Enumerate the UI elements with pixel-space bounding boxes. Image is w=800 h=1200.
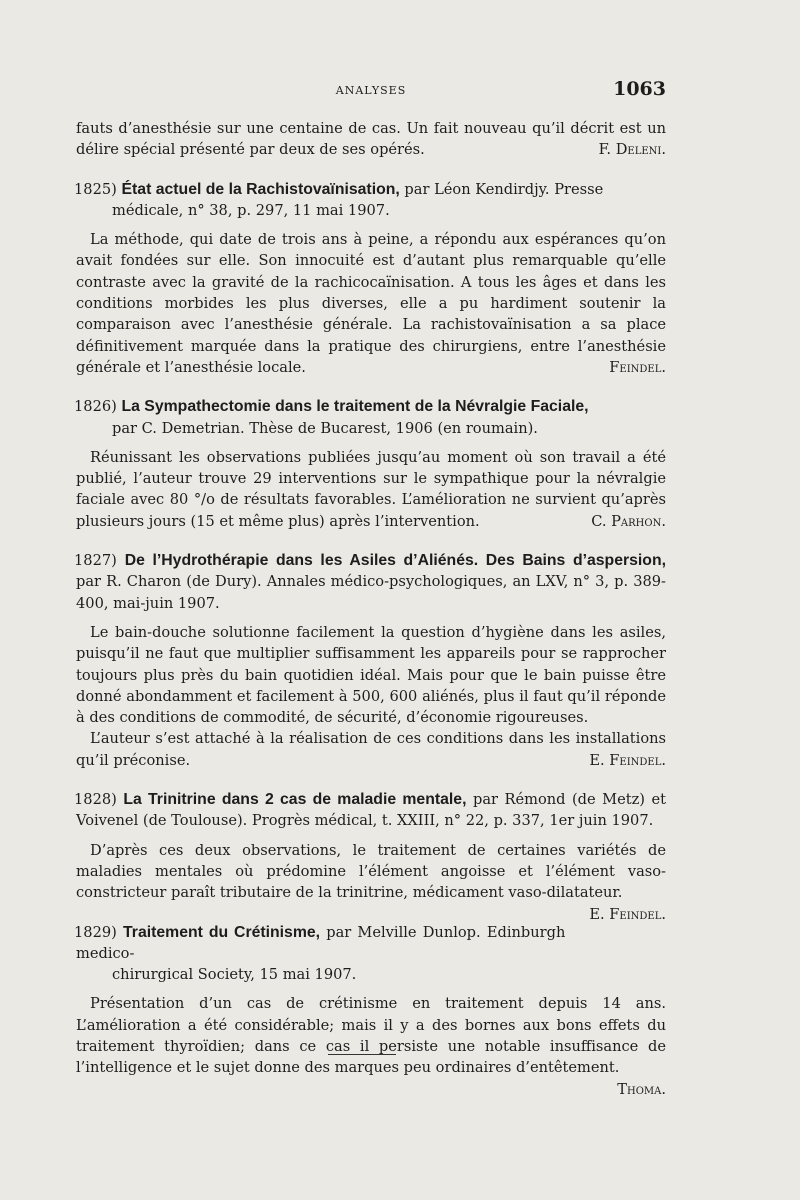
entry-reference: par R. Charon (de Dury). Annales médico-psychologiques, an LXV, n° 3, p. 389-400, mai-juin 1907. (76, 573, 666, 612)
entry-number: 1828) (74, 791, 117, 809)
entry-paragraph (76, 447, 666, 532)
entry-title: De l’Hydrothérapie dans les Asiles d’Aliénés. Des Bains d’aspersion, (124, 552, 666, 570)
entry-number: 1825) (74, 180, 117, 198)
abstract-entry-1828 (74, 789, 666, 923)
entry-heading (76, 922, 666, 986)
entry-reference: par Melville Dunlop. Edinburgh medico- (76, 923, 566, 962)
entry-number: 1826) (74, 398, 117, 416)
entry-body (76, 622, 666, 771)
entry-paragraph-text: L’auteur s’est attaché à la réalisation de ces conditions dans les installations qu’il préconise. (76, 730, 666, 769)
entry-number: 1827) (74, 552, 117, 570)
entry-reference: par Rémond (de Metz) et Voivenel (de Toulouse). Progrès médical, t. XXIII, n° 22, p. 337, 1er juin 1907. (76, 791, 666, 830)
entry-signature: Thoma. (617, 1080, 666, 1098)
entry-paragraph (76, 840, 666, 923)
entry-signature: E. Feindel. (589, 751, 666, 769)
running-title: ANALYSES (335, 84, 407, 97)
entry-number: 1829) (74, 923, 117, 941)
intro-text: fauts d’anesthésie sur une centaine de cas. Un fait nouveau qu’il décrit est un délire spécial présenté par deux de ses opérés. (76, 120, 666, 159)
entry-body (76, 840, 666, 923)
entry-title: La Sympathectomie dans le traitement de la Névralgie Faciale, (121, 398, 589, 416)
entry-paragraph (76, 728, 666, 771)
entry-paragraph (76, 622, 666, 728)
intro-paragraph (76, 118, 666, 161)
end-rule (328, 1054, 396, 1055)
page-number: 1063 (613, 78, 666, 100)
entry-paragraph-text: Réunissant les observations publiées jusqu’au moment où son travail a été publié, l’auteur trouve 29 interventions sur le sympathique pour la névralgie faciale avec 80 °/o de résultats favorables. L’amélioration ne survient qu’après plusieurs jours (15 et même plus) après l’intervention. (76, 448, 666, 530)
intro-signature: F. Deleni. (598, 141, 666, 159)
entry-reference-continued: chirurgical Society, 15 mai 1907. (112, 966, 357, 984)
entry-signature: C. Parhon. (591, 512, 666, 530)
entry-heading (76, 789, 666, 832)
entry-paragraph (76, 993, 666, 1098)
entry-heading (76, 396, 666, 439)
entry-paragraph-text: La méthode, qui date de trois ans à peine, a répondu aux espérances qu’on avait fondées sur elle. Son innocuité est d’autant plus remarquable qu’elle contraste avec la gravité de la rachicocaïnisation. A tous les âges et dans les conditions morbides les plus diverses, elle a pu hardiment soutenir la comparaison avec l’anesthésie générale. La rachistovaïnisation a sa place définitivement marquée dans la pratique des chirurgiens, entre l’anesthésie générale et l’anesthésie locale. (76, 231, 666, 376)
abstract-entry-1825 (76, 179, 666, 379)
entry-paragraph-text: D’après ces deux observations, le traitement de certaines variétés de maladies mentales où prédomine l’élément angoisse et l’élément vaso-constricteur paraît tributaire de la trinitrine, médicament vaso-dilatateur. (76, 841, 666, 902)
abstract-entry-1827 (76, 550, 666, 771)
entry-reference: par C. Demetrian. Thèse de Bucarest, 1906 (en roumain). (112, 419, 538, 437)
entry-reference: par Léon Kendirdjy. Presse (404, 180, 604, 198)
entry-reference-continued: médicale, n° 38, p. 297, 11 mai 1907. (112, 201, 390, 219)
entry-heading (76, 550, 666, 614)
entry-signature: Feindel. (609, 358, 666, 376)
abstract-entry-1829 (74, 922, 666, 1098)
page-content (76, 118, 666, 1100)
entry-paragraph-text: Présentation d’un cas de crétinisme en traitement depuis 14 ans. L’amélioration a été considérable; mais il y a des bornes aux bons effets du traitement thyroïdien; dans ce cas il persiste une notable insuffisance de l’intelligence et le sujet donne des marques peu ordinaires d’entêtement. (76, 995, 666, 1077)
entry-heading (76, 179, 666, 222)
entry-body (76, 993, 666, 1098)
entry-title: État actuel de la Rachistovaïnisation, (121, 180, 400, 198)
entry-paragraph (76, 229, 666, 378)
entry-paragraph-text: Le bain-douche solutionne facilement la question d’hygiène dans les asiles, puisqu’il ne faut que multiplier suffisamment les appareils pour se rapprocher toujours plus près du bain quotidien idéal. Mais pour que le bain puisse être donné abondamment et facilement à 500, 600 aliénés, plus il faut qu’il réponde à des conditions de commodité, de sécurité, d’économie rigoureuses. (76, 623, 666, 727)
abstract-entry-1826 (76, 396, 666, 532)
entry-body (76, 229, 666, 378)
entry-signature: E. Feindel. (589, 905, 666, 923)
page-header (76, 78, 666, 104)
entry-body (76, 447, 666, 532)
entry-title: La Trinitrine dans 2 cas de maladie mentale, (123, 791, 467, 809)
entry-title: Traitement du Crétinisme, (123, 923, 321, 941)
